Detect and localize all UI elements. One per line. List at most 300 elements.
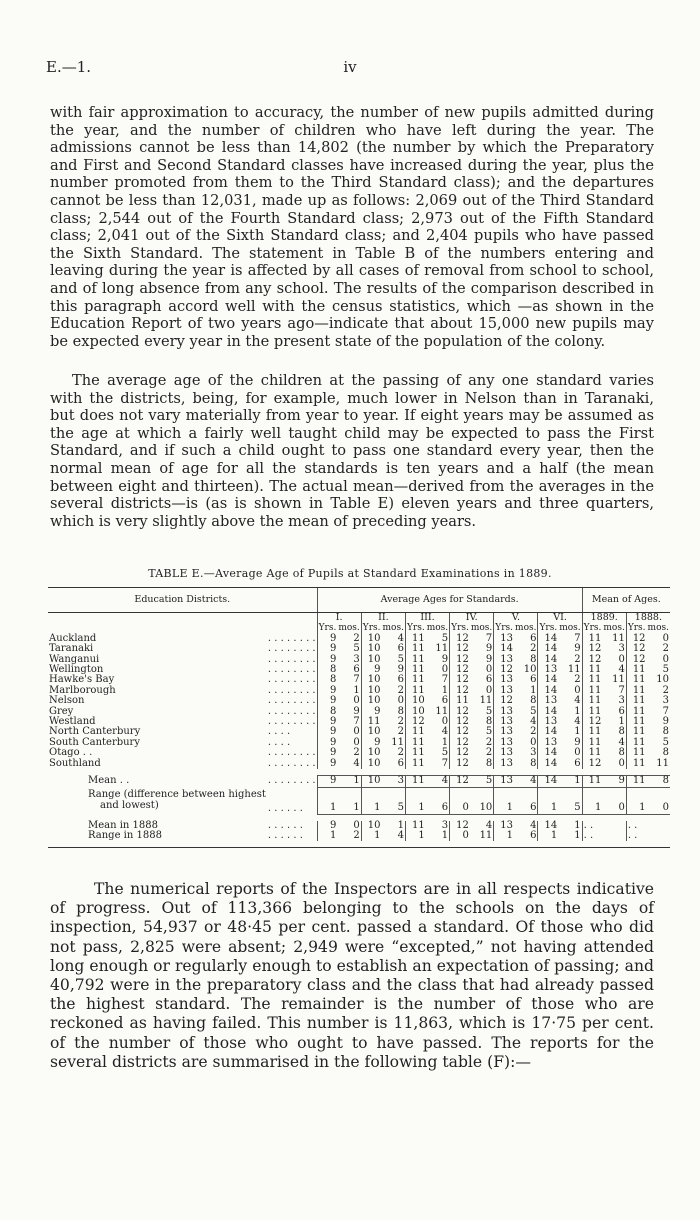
value-months: 1: [574, 819, 581, 831]
document-code: E.—1.: [46, 58, 92, 76]
value-years: 14: [538, 776, 558, 787]
value-years: 12: [450, 655, 470, 665]
value-months: 7: [662, 705, 669, 717]
value-years: 9: [317, 686, 337, 696]
value-months: 6: [397, 674, 404, 686]
header-standards: Average Ages for Standards.: [317, 588, 582, 613]
district-name: North Canterbury: [49, 726, 141, 738]
district-name: Taranaki: [49, 643, 94, 655]
value-empty: . .: [626, 821, 670, 831]
value-months: 8: [662, 747, 669, 759]
value-years: 10: [361, 644, 381, 654]
value-months: 3: [618, 695, 625, 707]
value-months: 0: [353, 726, 360, 738]
value-months: 10: [523, 664, 537, 676]
value-years: 10: [361, 748, 381, 758]
value-years: 13: [494, 634, 514, 644]
value-empty: . .: [626, 831, 670, 841]
value-years: 11: [582, 665, 602, 675]
value-years: 14: [538, 748, 558, 758]
value-months: 11: [435, 643, 449, 655]
value-years: 9: [317, 696, 337, 706]
table-e: [48, 587, 670, 848]
bottom-rule: [48, 841, 670, 848]
value-years: 11: [582, 727, 602, 737]
value-months: 5: [382, 787, 406, 814]
value-months: 8: [530, 695, 537, 707]
value-months: 6: [441, 695, 449, 707]
value-months: 1: [353, 684, 360, 696]
unit-years: Yrs.: [406, 623, 425, 634]
column-label: II.: [361, 613, 405, 624]
value-months: 4: [574, 695, 581, 707]
value-months: 9: [441, 653, 449, 665]
value-months: 5: [441, 632, 449, 644]
leader-dots: . . . . . .: [267, 829, 303, 841]
value-years: 11: [405, 686, 425, 696]
value-months: 5: [485, 705, 493, 717]
column-label: VI.: [538, 613, 582, 624]
value-months: 6: [397, 643, 404, 655]
value-years: 8: [317, 665, 337, 675]
table-caption: TABLE E.—Average Age of Pupils at Standard Examinations in 1889.: [148, 567, 552, 580]
value-months: 9: [485, 653, 493, 665]
value-months: 0: [485, 664, 493, 676]
value-years: 12: [450, 738, 470, 748]
value-years: 11: [582, 707, 602, 717]
unit-years: Yrs.: [583, 623, 602, 634]
value-years: 11: [405, 665, 425, 675]
value-years: 1: [405, 831, 425, 841]
leader-dots: . . . . . . . .: [267, 684, 316, 696]
page-number: iv: [343, 58, 357, 76]
value-months: 8: [485, 757, 493, 769]
value-months: 11: [479, 829, 493, 841]
value-months: 2: [353, 747, 360, 759]
district-name: Mean . .: [88, 775, 130, 787]
value-years: 13: [494, 748, 514, 758]
value-months: 2: [530, 643, 537, 655]
value-years: 10: [361, 634, 381, 644]
range-label: [48, 787, 267, 814]
value-years: 11: [405, 776, 425, 787]
value-years: 10: [361, 696, 381, 706]
value-years: 9: [361, 738, 381, 748]
value-years: 9: [317, 748, 337, 758]
value-years: 11: [582, 675, 602, 685]
value-months: 8: [618, 747, 625, 759]
district-name: Grey: [49, 705, 74, 717]
value-years: 14: [538, 759, 558, 769]
value-months: 0: [618, 653, 625, 665]
value-years: 1: [538, 831, 558, 841]
value-months: 1: [441, 684, 449, 696]
paragraph-2: The average age of the children at the passing of any one standard varies with the districts, being, for example, much lower in Nelson than in Taranaki, but does not vary materially from year to year. If eight years may be assumed as the age at which a fairly well taught child may be expected to pass the First Standard, and if such a child ought to pass one standard every year, then the normal mean of age for all the standards is ten years and a half (the mean between eight and thirteen). The actual mean—derived from the averages in the several districts—is (as is shown in Table E) eleven years and three quarters, which is very slightly above the mean of preceding years.: [50, 372, 654, 530]
value-months: 2: [485, 736, 493, 748]
value-years: 1: [626, 787, 646, 814]
value-months: 0: [441, 664, 449, 676]
unit-months: mos.: [382, 623, 404, 634]
column-label: V.: [494, 613, 538, 624]
value-years: 0: [450, 787, 470, 814]
unit-months: mos.: [647, 623, 669, 634]
value-years: 10: [361, 675, 381, 685]
value-months: 4: [441, 726, 449, 738]
value-years: 11: [405, 759, 425, 769]
value-years: 11: [626, 686, 646, 696]
value-years: 12: [450, 821, 470, 831]
value-years: 9: [317, 644, 337, 654]
value-years: 13: [494, 686, 514, 696]
value-months: 1: [337, 776, 361, 787]
value-years: 13: [494, 821, 514, 831]
value-months: 1: [441, 829, 449, 841]
value-months: 1: [337, 787, 361, 814]
value-years: 12: [494, 696, 514, 706]
value-months: 5: [662, 736, 669, 748]
value-years: 11: [582, 696, 602, 706]
value-years: 11: [626, 707, 646, 717]
value-months: 5: [530, 705, 537, 717]
value-years: 9: [317, 717, 337, 727]
value-months: 8: [485, 716, 493, 728]
value-years: 11: [626, 696, 646, 706]
leader-dots: . . . . . . . .: [267, 775, 316, 787]
district-name: Nelson: [49, 695, 85, 707]
value-months: 7: [485, 632, 493, 644]
leader-dots: . . . .: [267, 726, 291, 738]
value-months: 7: [441, 757, 449, 769]
value-years: 14: [538, 821, 558, 831]
value-years: 12: [405, 717, 425, 727]
value-months: 3: [353, 653, 360, 665]
value-years: 14: [494, 644, 514, 654]
value-years: 12: [582, 655, 602, 665]
value-months: 9: [397, 664, 404, 676]
value-years: 11: [405, 738, 425, 748]
blank-cell: [48, 613, 267, 624]
table-header-row: [48, 588, 670, 613]
value-years: 12: [450, 717, 470, 727]
value-months: 1: [618, 716, 625, 728]
value-years: 9: [317, 759, 337, 769]
value-years: 10: [361, 759, 381, 769]
district-name: South Canterbury: [49, 736, 140, 748]
leader-dots: . . . . . . . .: [267, 747, 316, 759]
value-months: 2: [574, 674, 581, 686]
value-years: 10: [361, 821, 381, 831]
leader-dots: . . . . . . . .: [267, 632, 316, 644]
mean-row: [48, 776, 670, 787]
value-years: 11: [405, 655, 425, 665]
value-years: 11: [582, 776, 602, 787]
value-months: 8: [397, 705, 404, 717]
value-years: 13: [494, 776, 514, 787]
value-years: 11: [626, 727, 646, 737]
value-months: 9: [662, 716, 669, 728]
value-years: 14: [538, 707, 558, 717]
value-months: 11: [435, 705, 449, 717]
unit-months: mos.: [559, 623, 581, 634]
value-months: 11: [612, 632, 625, 644]
value-months: 0: [441, 716, 449, 728]
value-years: 0: [450, 831, 470, 841]
column-label: 1889.: [582, 613, 626, 624]
value-years: 13: [538, 717, 558, 727]
value-months: 1: [574, 726, 581, 738]
range-1888-row: [48, 831, 670, 841]
value-years: 14: [538, 686, 558, 696]
value-years: 13: [494, 675, 514, 685]
value-years: 14: [538, 675, 558, 685]
value-years: 12: [450, 776, 470, 787]
unit-months: mos.: [515, 623, 537, 634]
value-months: 0: [353, 695, 360, 707]
value-months: 4: [514, 776, 538, 787]
value-months: 6: [530, 674, 537, 686]
value-months: 4: [530, 819, 537, 831]
paragraph-3: The numerical reports of the Inspectors are in all respects indicative of progress. Out of 113,366 belonging to the schools on the days of inspection, 54,937 or 48·45 per cent. passed a standard. Of those who did not pass, 2,825 were absent; 2,949 were “excepted,” not having attended long enough or regularly enough to establish an expectation of passing; and 40,792 were in the preparatory class and the class that had already passed the highest standard. The remainder is the number of those who are reckoned as having failed. This number is 11,863, which is 17·75 per cent. of the number of those who ought to have passed. The reports for the several districts are summarised in the following table (F):—: [50, 880, 654, 1071]
value-months: 3: [530, 747, 537, 759]
value-months: 2: [397, 747, 404, 759]
value-years: 14: [538, 644, 558, 654]
value-years: 13: [538, 696, 558, 706]
value-months: 2: [662, 684, 669, 696]
unit-years: Yrs.: [495, 623, 514, 634]
value-years: 12: [450, 665, 470, 675]
value-months: 5: [397, 653, 404, 665]
value-months: 0: [662, 632, 669, 644]
value-months: 2: [485, 747, 493, 759]
value-months: 10: [470, 787, 494, 814]
value-months: 4: [397, 632, 404, 644]
value-years: 13: [494, 707, 514, 717]
range-label-line1: Range (difference between highest: [88, 789, 266, 801]
value-months: 0: [353, 819, 360, 831]
value-months: 11: [391, 736, 404, 748]
district-name: Westland: [49, 716, 96, 728]
value-months: 4: [426, 776, 450, 787]
value-months: 3: [618, 643, 625, 655]
value-years: 12: [450, 759, 470, 769]
value-months: 4: [618, 664, 625, 676]
value-months: 8: [530, 653, 537, 665]
value-months: 8: [662, 726, 669, 738]
value-months: 0: [574, 684, 581, 696]
value-years: 11: [450, 696, 470, 706]
value-months: 8: [647, 776, 670, 787]
value-months: 4: [530, 716, 537, 728]
leader-dots: . . . . . .: [267, 819, 303, 831]
value-months: 0: [647, 787, 670, 814]
value-months: 6: [353, 664, 360, 676]
value-years: 12: [450, 644, 470, 654]
value-months: 0: [618, 757, 625, 769]
value-months: 7: [353, 674, 360, 686]
value-months: 6: [397, 757, 404, 769]
value-months: 0: [530, 736, 537, 748]
value-years: 11: [626, 665, 646, 675]
value-months: 0: [574, 747, 581, 759]
value-years: 12: [494, 665, 514, 675]
value-years: 10: [405, 696, 425, 706]
value-months: 2: [574, 653, 581, 665]
value-months: 1: [574, 705, 581, 717]
value-years: 10: [361, 727, 381, 737]
value-months: 0: [662, 653, 669, 665]
value-years: 11: [626, 738, 646, 748]
value-years: 11: [405, 634, 425, 644]
district-name: Wellington: [49, 664, 104, 676]
value-years: 9: [317, 727, 337, 737]
value-months: 3: [662, 695, 669, 707]
value-months: 9: [602, 776, 626, 787]
value-years: 11: [361, 717, 381, 727]
value-years: 12: [626, 644, 646, 654]
value-empty: . .: [582, 821, 626, 831]
value-years: 11: [626, 776, 646, 787]
value-years: 11: [405, 821, 425, 831]
district-row: [48, 759, 670, 769]
value-years: 13: [494, 759, 514, 769]
value-months: 6: [618, 705, 625, 717]
value-months: 6: [574, 757, 581, 769]
value-years: 1: [494, 831, 514, 841]
value-months: 0: [602, 787, 626, 814]
value-years: 11: [405, 644, 425, 654]
value-years: 14: [538, 727, 558, 737]
value-months: 5: [558, 787, 582, 814]
leader-dots: . . . . . . . .: [267, 757, 316, 769]
value-years: 9: [317, 655, 337, 665]
column-label: IV.: [450, 613, 494, 624]
district-name: Marlborough: [49, 684, 116, 696]
value-years: 11: [582, 634, 602, 644]
value-months: 4: [485, 819, 493, 831]
value-years: 12: [450, 707, 470, 717]
unit-months: mos.: [470, 623, 493, 634]
value-years: 13: [538, 665, 558, 675]
value-years: 11: [405, 727, 425, 737]
leader-dots: . . . . . . . .: [267, 716, 316, 728]
value-years: 14: [538, 655, 558, 665]
column-label: III.: [405, 613, 449, 624]
value-years: 10: [405, 707, 425, 717]
value-months: 10: [656, 674, 669, 686]
column-label: I.: [317, 613, 361, 624]
value-months: 5: [662, 664, 669, 676]
value-months: 6: [485, 674, 493, 686]
value-months: 5: [441, 747, 449, 759]
value-years: 11: [626, 748, 646, 758]
value-years: 12: [450, 675, 470, 685]
value-months: 2: [353, 632, 360, 644]
unit-years: Yrs.: [451, 623, 469, 634]
value-months: 11: [567, 664, 581, 676]
value-years: 10: [361, 776, 381, 787]
value-years: 1: [361, 787, 381, 814]
leader-dots-text: . . . . . .: [267, 802, 303, 814]
value-years: 12: [582, 644, 602, 654]
value-years: 9: [361, 707, 381, 717]
value-years: 1: [317, 787, 337, 814]
value-years: 9: [317, 821, 337, 831]
value-years: 11: [405, 675, 425, 685]
value-years: 9: [317, 634, 337, 644]
value-months: 9: [574, 736, 581, 748]
leader-dots: . . . . . . . .: [267, 695, 316, 707]
value-years: 12: [626, 655, 646, 665]
value-months: 11: [656, 757, 669, 769]
value-years: 11: [626, 717, 646, 727]
leader-dots: . . . . . . . .: [267, 674, 316, 686]
value-months: 0: [353, 736, 360, 748]
unit-years: Yrs.: [539, 623, 558, 634]
leader-dots: . . . . . . . .: [267, 653, 316, 665]
value-months: 3: [382, 776, 406, 787]
value-months: 8: [618, 726, 625, 738]
value-years: 14: [538, 634, 558, 644]
value-years: 13: [494, 727, 514, 737]
value-months: 2: [662, 643, 669, 655]
value-months: 2: [397, 716, 404, 728]
value-months: 1: [441, 736, 449, 748]
value-months: 7: [574, 632, 581, 644]
value-years: 10: [361, 686, 381, 696]
leader-dots: [267, 787, 317, 814]
value-years: 13: [538, 738, 558, 748]
range-row: [48, 787, 670, 814]
unit-years: Yrs.: [627, 623, 646, 634]
value-months: 2: [353, 829, 360, 841]
page-header: [46, 58, 654, 80]
value-years: 11: [626, 759, 646, 769]
value-months: 9: [574, 643, 581, 655]
value-years: 1: [538, 787, 558, 814]
unit-years: Yrs.: [318, 623, 337, 634]
value-years: 12: [450, 748, 470, 758]
value-years: 13: [494, 738, 514, 748]
value-months: 4: [397, 829, 404, 841]
value-months: 4: [574, 716, 581, 728]
paragraph-1: with fair approximation to accuracy, the number of new pupils admitted during the year, and the number of children who have left during the year. The admissions cannot be less than 14,802 (the number by which the Preparatory and First and Second Standard classes have increased during the year, plus the number promoted from them to the Third Standard class); and the departures cannot be less than 12,031, made up as follows: 2,069 out of the Third Standard class; 2,544 out of the Fourth Standard class; 2,973 out of the Fifth Standard class; 2,041 out of the Sixth Standard class; and 2,404 pupils who have passed the Sixth Standard. The statement in Table B of the numbers entering and leaving during the year is affected by all cases of removal from school to school, and of long absence from any school. The results of the comparison described in this paragraph accord well with the census statistics, which —as shown in the Education Report of two years ago—indicate that about 15,000 new pupils may be expected every year in the present state of the population of the colony.: [50, 104, 654, 350]
value-months: 4: [618, 736, 625, 748]
column-label-row: [48, 613, 670, 624]
value-years: 1: [582, 787, 602, 814]
value-months: 1: [574, 829, 581, 841]
value-months: 7: [441, 674, 449, 686]
value-years: 8: [317, 675, 337, 685]
unit-months: mos.: [338, 623, 360, 634]
leader-dots: . . . .: [267, 736, 291, 748]
district-name: Otago . .: [49, 747, 93, 759]
value-months: 6: [530, 632, 537, 644]
value-years: 12: [450, 727, 470, 737]
column-label: 1888.: [626, 613, 670, 624]
value-months: 1: [530, 684, 537, 696]
value-months: 3: [441, 819, 449, 831]
blank-cell: [267, 613, 317, 624]
value-months: 11: [479, 695, 493, 707]
blank-cell: [48, 841, 670, 848]
value-years: 9: [317, 738, 337, 748]
header-districts: Education Districts.: [48, 588, 317, 613]
value-months: 5: [470, 776, 494, 787]
district-name: Hawke's Bay: [49, 674, 115, 686]
value-months: 0: [485, 684, 493, 696]
value-months: 2: [397, 726, 404, 738]
value-years: 1: [317, 831, 337, 841]
